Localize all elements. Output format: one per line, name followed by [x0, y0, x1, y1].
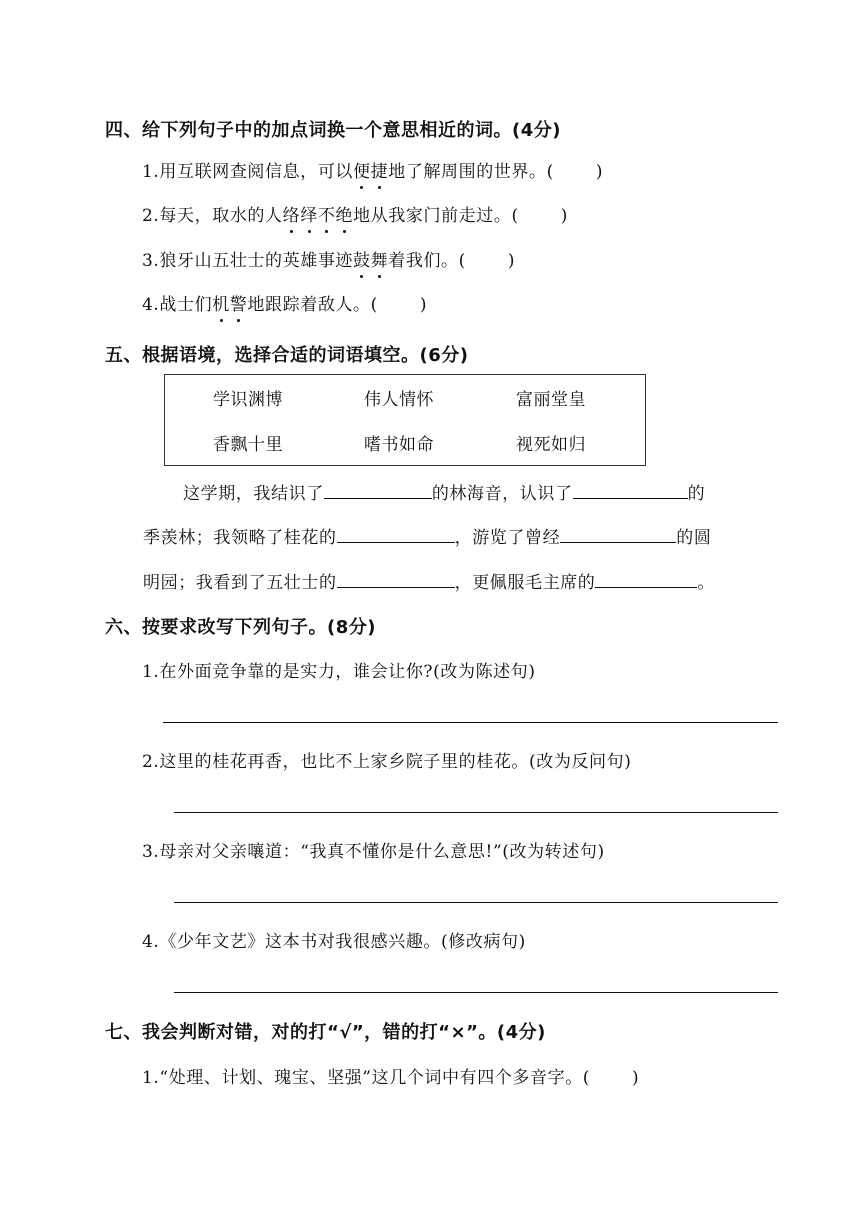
sec4-item-3: 3.狼牙山五壮士的英雄事迹鼓舞着我们。( ) — [142, 246, 515, 271]
sec6-item-2: 2.这里的桂花再香，也比不上家乡院子里的桂花。(改为反问句) — [142, 752, 632, 772]
word-option: 富丽堂皇 — [516, 390, 586, 410]
fill-paragraph-line-3: 明园；我看到了五壮士的 ，更佩服毛主席的 。 — [143, 568, 715, 593]
word-option: 嗜书如命 — [364, 435, 434, 455]
dotted-char: 绝 — [335, 201, 353, 226]
answer-line-3[interactable] — [174, 902, 778, 903]
section-5-heading: 五、根据语境，选择合适的词语填空。(6分) — [105, 345, 469, 366]
sec6-item-4: 4.《少年文艺》这本书对我很感兴趣。(修改病句) — [142, 932, 526, 952]
section-6-heading: 六、按要求改写下列句子。(8分) — [105, 617, 376, 638]
fill-paragraph-line-1: 这学期，我结识了 的林海音，认识了 的 — [183, 479, 705, 504]
dotted-word — [353, 251, 388, 271]
dotted-char: 舞 — [371, 246, 389, 271]
sec4-item-2: 2.每天，取水的人络绎不绝地从我家门前走过。( ) — [142, 201, 568, 226]
dotted-word — [283, 206, 353, 226]
sec6-item-3: 3.母亲对父亲嚷道：“我真不懂你是什么意思!”(改为转述句) — [142, 842, 605, 862]
blank-5[interactable] — [337, 569, 455, 588]
word-option: 学识渊博 — [213, 390, 283, 410]
blank-6[interactable] — [595, 569, 697, 588]
dotted-char: 机 — [212, 290, 230, 315]
blank-4[interactable] — [560, 524, 676, 543]
dotted-char: 警 — [230, 290, 248, 315]
dotted-char: 不 — [318, 201, 336, 226]
section-4-heading: 四、给下列句子中的加点词换一个意思相近的词。(4分) — [105, 120, 561, 141]
word-option: 香飘十里 — [213, 435, 283, 455]
section-7-heading: 七、我会判断对错，对的打“√”，错的打“×”。(4分) — [105, 1022, 546, 1043]
word-option: 视死如归 — [516, 435, 586, 455]
fill-paragraph-line-2: 季羡林；我领略了桂花的 ，游览了曾经 的圆 — [143, 523, 711, 548]
sec4-item-4: 4.战士们机警地跟踪着敌人。( ) — [142, 290, 427, 315]
dotted-word — [353, 162, 388, 182]
dotted-char: 绎 — [300, 201, 318, 226]
dotted-word — [212, 295, 247, 315]
dotted-char: 络 — [283, 201, 301, 226]
word-option: 伟人情怀 — [364, 390, 434, 410]
dotted-char: 鼓 — [353, 246, 371, 271]
sec6-item-1: 1.在外面竞争靠的是实力，谁会让你?(改为陈述句) — [142, 662, 536, 682]
sec7-item-1: 1.“处理、计划、瑰宝、坚强”这几个词中有四个多音字。( ) — [142, 1068, 640, 1088]
blank-3[interactable] — [337, 524, 455, 543]
dotted-char: 捷 — [371, 157, 389, 182]
dotted-char: 便 — [353, 157, 371, 182]
blank-2[interactable] — [573, 480, 688, 499]
word-bank-box — [164, 374, 646, 466]
answer-line-4[interactable] — [174, 992, 778, 993]
answer-line-1[interactable] — [163, 722, 778, 723]
sec4-item-1: 1.用互联网查阅信息，可以便捷地了解周围的世界。( ) — [142, 157, 603, 182]
answer-line-2[interactable] — [174, 812, 778, 813]
blank-1[interactable] — [324, 480, 432, 499]
